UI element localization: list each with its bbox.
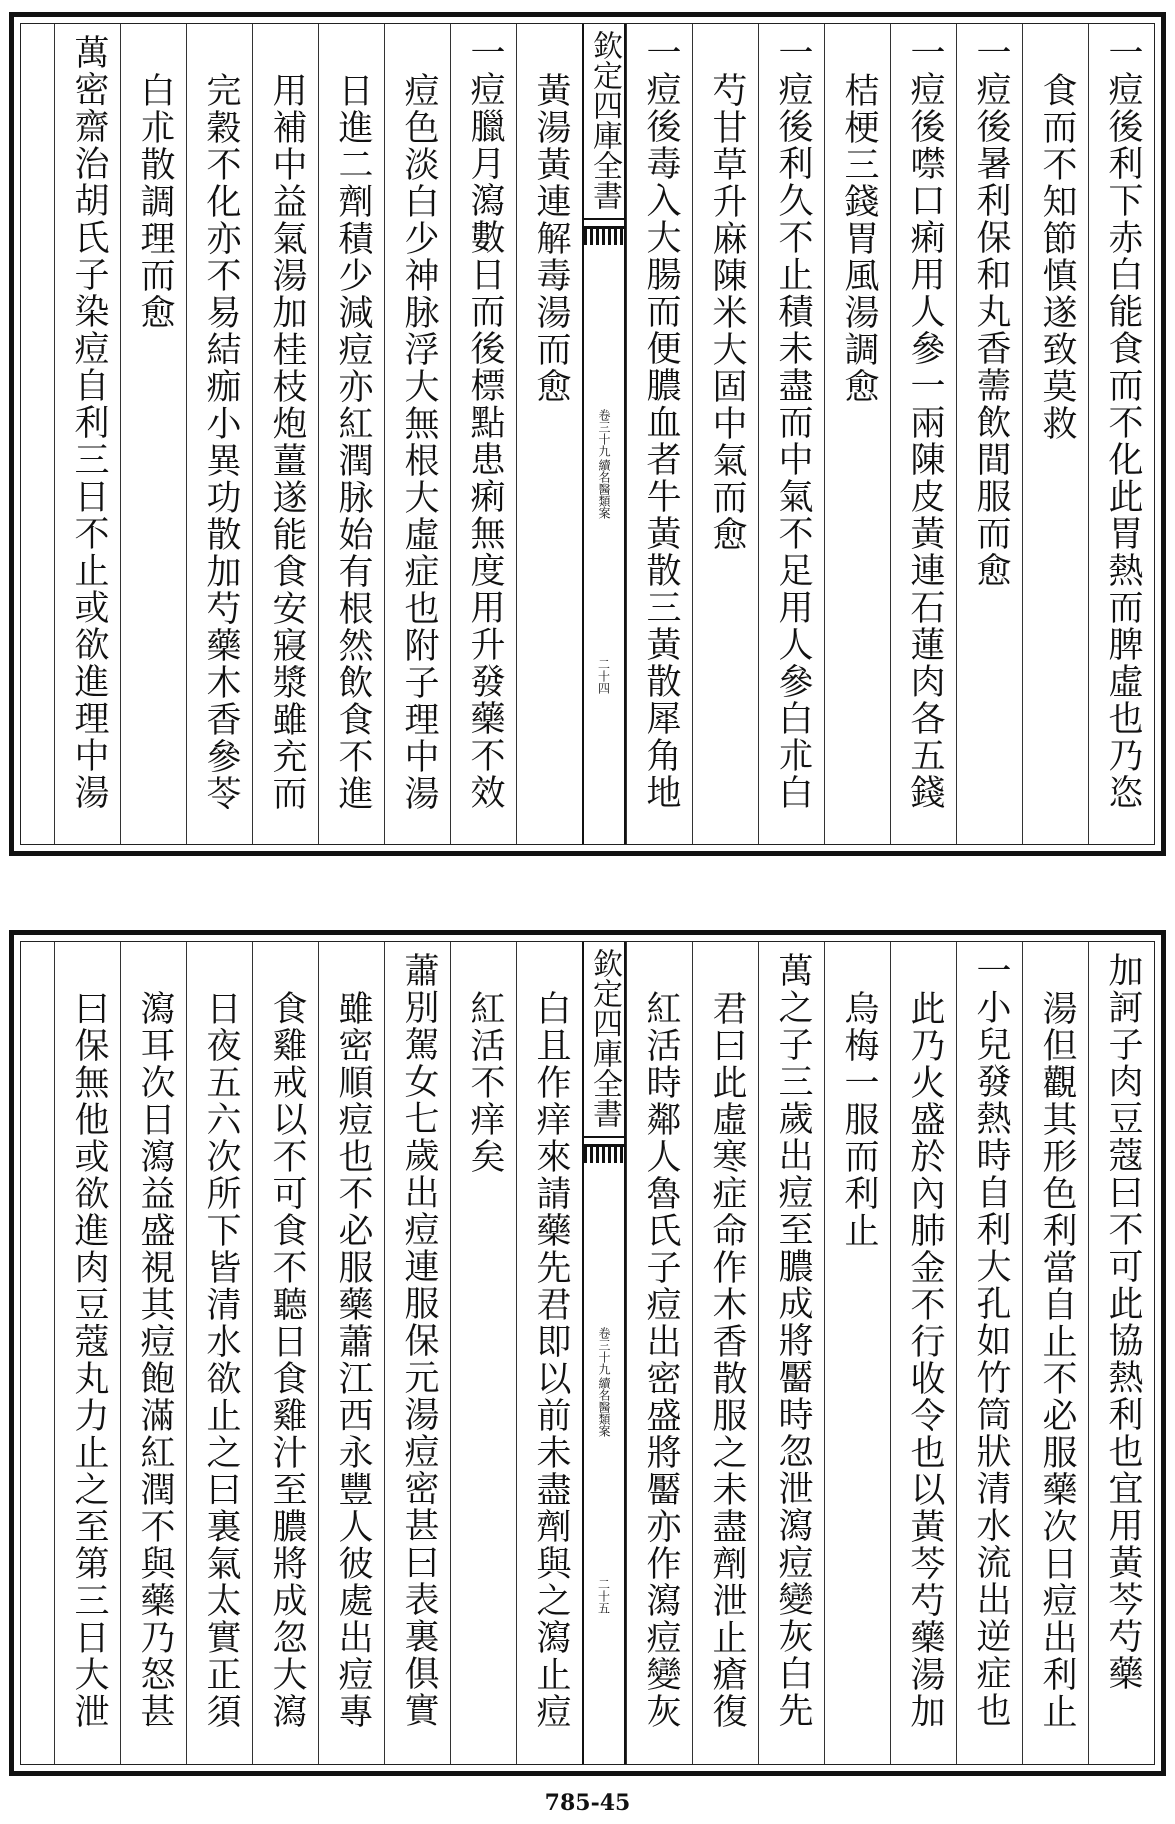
text-column: 一痘臘月瀉數日而後標點患痢無度用升發藥不效 bbox=[450, 24, 516, 844]
text-column: 湯但觀其形色利當自止不必服藥次日痘出利止 bbox=[1022, 942, 1088, 1764]
text-column: 紅活不痒矣 bbox=[450, 942, 516, 1764]
text-column: 痘色淡白少神脉浮大無根大虛症也附子理中湯 bbox=[384, 24, 450, 844]
text-column: 完穀不化亦不易結痂小異功散加芍藥木香參苓 bbox=[186, 24, 252, 844]
text-column: 萬密齋治胡氏子染痘自利三日不止或欲進理中湯 bbox=[54, 24, 120, 844]
text-column: 芍甘草升麻陳米大固中氣而愈 bbox=[692, 24, 758, 844]
folio-bottom bbox=[9, 930, 1166, 1776]
book-series-title: 欽定四庫全書 bbox=[584, 30, 624, 220]
text-column: 日進二劑積少減痘亦紅潤脉始有根然飲食不進 bbox=[318, 24, 384, 844]
text-column: 白朮散調理而愈 bbox=[120, 24, 186, 844]
text-column: 日夜五六次所下皆清水欲止之曰裏氣太實正須 bbox=[186, 942, 252, 1764]
text-column: 一小兒發熱時自利大孔如竹筒狀清水流出逆症也 bbox=[956, 942, 1022, 1764]
book-meta bbox=[597, 259, 611, 519]
text-frame bbox=[20, 23, 1155, 845]
book-series-title: 欽定四庫全書 bbox=[584, 948, 624, 1138]
fish-tail-mark bbox=[584, 226, 624, 245]
text-frame bbox=[20, 941, 1155, 1765]
text-column: 一痘後利久不止積未盡而中氣不足用人參白朮白 bbox=[758, 24, 824, 844]
text-column: 白且作痒來請藥先君即以前未盡劑與之瀉止痘 bbox=[516, 942, 582, 1764]
text-column: 紅活時鄰人魯氏子痘出密盛將靨亦作瀉痘變灰 bbox=[626, 942, 692, 1764]
text-column: 一痘後暑利保和丸香薷飲間服而愈 bbox=[956, 24, 1022, 844]
book-name: 續名醫類案 bbox=[597, 459, 611, 519]
book-name: 續名醫類案 bbox=[597, 1377, 611, 1437]
text-column: 一痘後噤口痢用人參一兩陳皮黃連石蓮肉各五錢 bbox=[890, 24, 956, 844]
book-meta bbox=[597, 1177, 611, 1437]
text-column: 瀉耳次日瀉益盛視其痘飽滿紅潤不與藥乃怒甚 bbox=[120, 942, 186, 1764]
text-column: 加訶子肉豆蔻曰不可此協熱利也宜用黃芩芍藥 bbox=[1088, 942, 1154, 1764]
center-fold bbox=[582, 942, 626, 1764]
leaf-number: 二十四 bbox=[596, 658, 611, 694]
text-column: 黃湯黃連解毒湯而愈 bbox=[516, 24, 582, 844]
text-column: 雖密順痘也不必服藥蕭江西永豐人彼處出痘專 bbox=[318, 942, 384, 1764]
text-column: 曰保無他或欲進肉豆蔻丸力止之至第三日大泄 bbox=[54, 942, 120, 1764]
text-column: 萬之子三歲出痘至膿成將靨時忽泄瀉痘變灰白先 bbox=[758, 942, 824, 1764]
text-column: 烏梅一服而利止 bbox=[824, 942, 890, 1764]
center-fold bbox=[582, 24, 626, 844]
text-column: 蕭別駕女七歲出痘連服保元湯痘密甚曰表裏俱實 bbox=[384, 942, 450, 1764]
volume-label: 卷三十九 bbox=[597, 409, 611, 457]
page-number: 785-45 bbox=[544, 1790, 631, 1816]
folio-top bbox=[9, 12, 1166, 856]
text-column: 食雞戒以不可食不聽日食雞汁至膿將成忽大瀉 bbox=[252, 942, 318, 1764]
leaf-number: 二十五 bbox=[596, 1578, 611, 1614]
text-column: 一痘後毒入大腸而便膿血者牛黃散三黃散犀角地 bbox=[626, 24, 692, 844]
text-column: 君曰此虛寒症命作木香散服之未盡劑泄止瘡復 bbox=[692, 942, 758, 1764]
text-column: 一痘後利下赤白能食而不化此胃熱而脾虛也乃恣 bbox=[1088, 24, 1154, 844]
text-column: 用補中益氣湯加桂枝炮薑遂能食安寢漿雖充而 bbox=[252, 24, 318, 844]
text-column: 此乃火盛於內肺金不行收令也以黃芩芍藥湯加 bbox=[890, 942, 956, 1764]
volume-label: 卷三十九 bbox=[597, 1327, 611, 1375]
text-column: 桔梗三錢胃風湯調愈 bbox=[824, 24, 890, 844]
text-column: 食而不知節慎遂致莫救 bbox=[1022, 24, 1088, 844]
fish-tail-mark bbox=[584, 1144, 624, 1163]
